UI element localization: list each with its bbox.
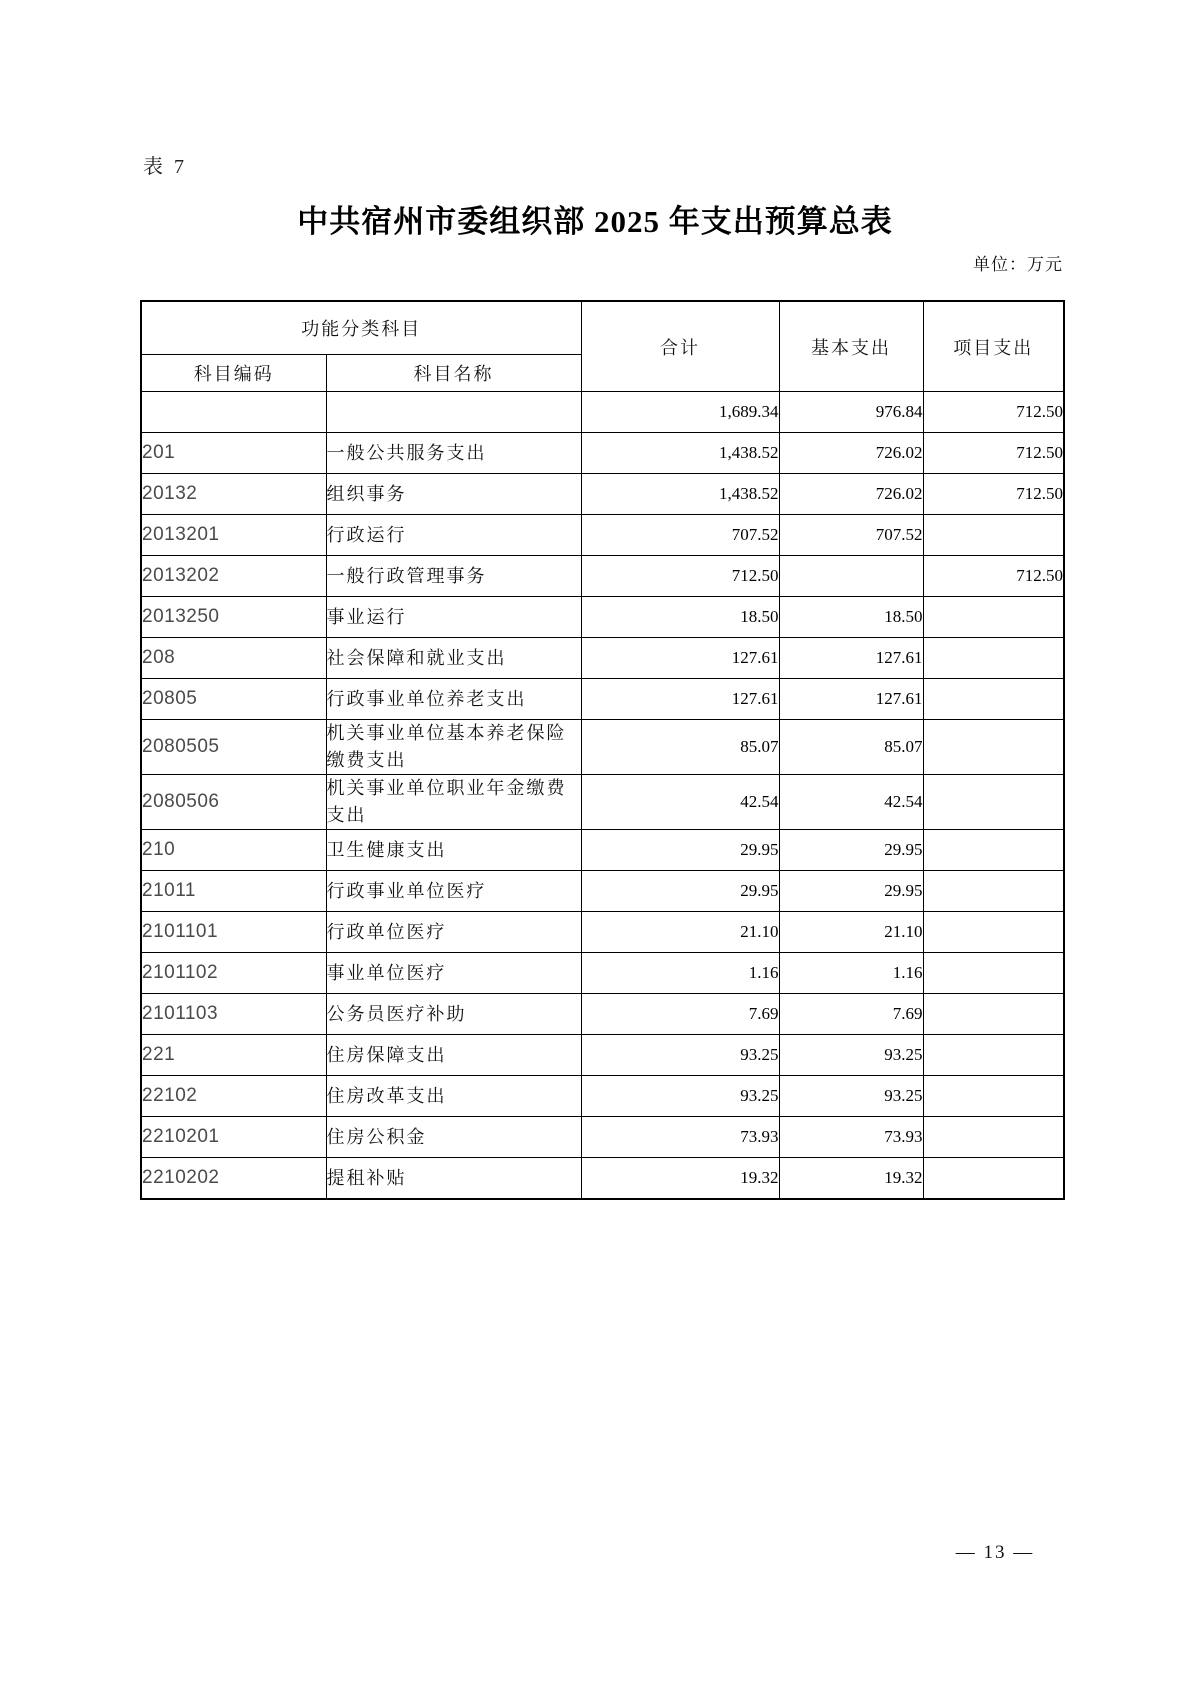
budget-table-header — [141, 301, 1064, 392]
total-value-cell: 85.07 — [581, 720, 779, 775]
project-value-cell — [923, 1035, 1064, 1076]
table-row — [141, 775, 1064, 830]
subject-code-cell: 2101101 — [141, 912, 326, 953]
subject-name-cell: 组织事务 — [326, 474, 581, 515]
header-basic-expenditure: 基本支出 — [779, 301, 923, 392]
project-value-cell — [923, 1158, 1064, 1200]
subject-code-cell: 2101102 — [141, 953, 326, 994]
subject-name-cell: 一般公共服务支出 — [326, 433, 581, 474]
subject-name-cell: 住房保障支出 — [326, 1035, 581, 1076]
subject-code-cell: 2210202 — [141, 1158, 326, 1200]
total-value-cell: 127.61 — [581, 679, 779, 720]
total-value-cell: 93.25 — [581, 1035, 779, 1076]
table-row — [141, 515, 1064, 556]
subject-code-cell: 20132 — [141, 474, 326, 515]
project-value-cell — [923, 830, 1064, 871]
table-row — [141, 1158, 1064, 1200]
total-value-cell: 73.93 — [581, 1117, 779, 1158]
total-value-cell: 1,438.52 — [581, 474, 779, 515]
project-value-cell — [923, 871, 1064, 912]
table-row — [141, 474, 1064, 515]
table-row — [141, 679, 1064, 720]
project-value-cell — [923, 720, 1064, 775]
subject-name-cell: 事业单位医疗 — [326, 953, 581, 994]
subject-code-cell: 22102 — [141, 1076, 326, 1117]
subject-code-cell: 201 — [141, 433, 326, 474]
project-value-cell: 712.50 — [923, 556, 1064, 597]
page-number: — 13 — — [955, 1542, 1035, 1563]
basic-value-cell: 93.25 — [779, 1076, 923, 1117]
basic-value-cell: 29.95 — [779, 830, 923, 871]
table-row — [141, 1076, 1064, 1117]
basic-value-cell: 726.02 — [779, 433, 923, 474]
table-row — [141, 912, 1064, 953]
project-value-cell — [923, 775, 1064, 830]
total-value-cell: 712.50 — [581, 556, 779, 597]
basic-value-cell: 73.93 — [779, 1117, 923, 1158]
subject-name-cell: 公务员医疗补助 — [326, 994, 581, 1035]
subject-name-cell: 行政单位医疗 — [326, 912, 581, 953]
project-value-cell — [923, 515, 1064, 556]
subject-name-cell: 机关事业单位职业年金缴费支出 — [326, 775, 581, 830]
basic-value-cell: 707.52 — [779, 515, 923, 556]
basic-value-cell: 21.10 — [779, 912, 923, 953]
total-value-cell: 7.69 — [581, 994, 779, 1035]
subject-code-cell: 21011 — [141, 871, 326, 912]
subject-code-cell: 208 — [141, 638, 326, 679]
total-value-cell: 1,438.52 — [581, 433, 779, 474]
basic-value-cell: 85.07 — [779, 720, 923, 775]
subject-name-cell: 社会保障和就业支出 — [326, 638, 581, 679]
table-row — [141, 556, 1064, 597]
project-value-cell: 712.50 — [923, 433, 1064, 474]
subject-code-cell: 2101103 — [141, 994, 326, 1035]
table-row — [141, 433, 1064, 474]
table-row — [141, 392, 1064, 433]
subject-code-cell: 2210201 — [141, 1117, 326, 1158]
project-value-cell — [923, 912, 1064, 953]
basic-value-cell: 976.84 — [779, 392, 923, 433]
subject-code-cell: 2013202 — [141, 556, 326, 597]
table-row — [141, 830, 1064, 871]
header-subject-name: 科目名称 — [326, 355, 581, 392]
table-row — [141, 720, 1064, 775]
table-row — [141, 597, 1064, 638]
subject-code-cell: 221 — [141, 1035, 326, 1076]
total-value-cell: 1,689.34 — [581, 392, 779, 433]
subject-name-cell: 卫生健康支出 — [326, 830, 581, 871]
project-value-cell — [923, 1117, 1064, 1158]
total-value-cell: 1.16 — [581, 953, 779, 994]
subject-name-cell: 机关事业单位基本养老保险缴费支出 — [326, 720, 581, 775]
subject-name-cell: 事业运行 — [326, 597, 581, 638]
subject-code-cell: 2080506 — [141, 775, 326, 830]
project-value-cell — [923, 597, 1064, 638]
subject-name-cell: 提租补贴 — [326, 1158, 581, 1200]
project-value-cell: 712.50 — [923, 392, 1064, 433]
subject-code-cell: 20805 — [141, 679, 326, 720]
basic-value-cell: 127.61 — [779, 679, 923, 720]
total-value-cell: 19.32 — [581, 1158, 779, 1200]
total-value-cell: 29.95 — [581, 830, 779, 871]
basic-value-cell: 42.54 — [779, 775, 923, 830]
basic-value-cell: 7.69 — [779, 994, 923, 1035]
project-value-cell — [923, 953, 1064, 994]
unit-note: 单位：万元 — [973, 255, 1063, 274]
subject-name-cell: 行政运行 — [326, 515, 581, 556]
project-value-cell — [923, 679, 1064, 720]
total-value-cell: 42.54 — [581, 775, 779, 830]
budget-table-body — [141, 392, 1064, 1200]
basic-value-cell: 93.25 — [779, 1035, 923, 1076]
total-value-cell: 93.25 — [581, 1076, 779, 1117]
subject-code-cell: 2013250 — [141, 597, 326, 638]
project-value-cell: 712.50 — [923, 474, 1064, 515]
header-total: 合计 — [581, 301, 779, 392]
subject-code-cell: 210 — [141, 830, 326, 871]
subject-name-cell — [326, 392, 581, 433]
subject-code-cell — [141, 392, 326, 433]
basic-value-cell: 1.16 — [779, 953, 923, 994]
subject-name-cell: 住房改革支出 — [326, 1076, 581, 1117]
total-value-cell: 21.10 — [581, 912, 779, 953]
subject-name-cell: 行政事业单位医疗 — [326, 871, 581, 912]
table-row — [141, 871, 1064, 912]
total-value-cell: 127.61 — [581, 638, 779, 679]
basic-value-cell: 19.32 — [779, 1158, 923, 1200]
budget-table — [140, 300, 1065, 1200]
table-row — [141, 1035, 1064, 1076]
table-row — [141, 953, 1064, 994]
table-row — [141, 1117, 1064, 1158]
table-row — [141, 638, 1064, 679]
subject-code-cell: 2080505 — [141, 720, 326, 775]
project-value-cell — [923, 1076, 1064, 1117]
basic-value-cell: 29.95 — [779, 871, 923, 912]
project-value-cell — [923, 638, 1064, 679]
total-value-cell: 707.52 — [581, 515, 779, 556]
header-project-expenditure: 项目支出 — [923, 301, 1064, 392]
header-subject-code: 科目编码 — [141, 355, 326, 392]
total-value-cell: 18.50 — [581, 597, 779, 638]
subject-name-cell: 行政事业单位养老支出 — [326, 679, 581, 720]
basic-value-cell: 127.61 — [779, 638, 923, 679]
table-number-label: 表 7 — [143, 156, 187, 178]
subject-name-cell: 住房公积金 — [326, 1117, 581, 1158]
total-value-cell: 29.95 — [581, 871, 779, 912]
basic-value-cell: 726.02 — [779, 474, 923, 515]
table-row — [141, 994, 1064, 1035]
subject-code-cell: 2013201 — [141, 515, 326, 556]
header-function-category: 功能分类科目 — [141, 301, 581, 355]
header-row-top — [141, 301, 1064, 355]
page-title: 中共宿州市委组织部 2025 年支出预算总表 — [297, 204, 893, 239]
basic-value-cell — [779, 556, 923, 597]
project-value-cell — [923, 994, 1064, 1035]
subject-name-cell: 一般行政管理事务 — [326, 556, 581, 597]
basic-value-cell: 18.50 — [779, 597, 923, 638]
